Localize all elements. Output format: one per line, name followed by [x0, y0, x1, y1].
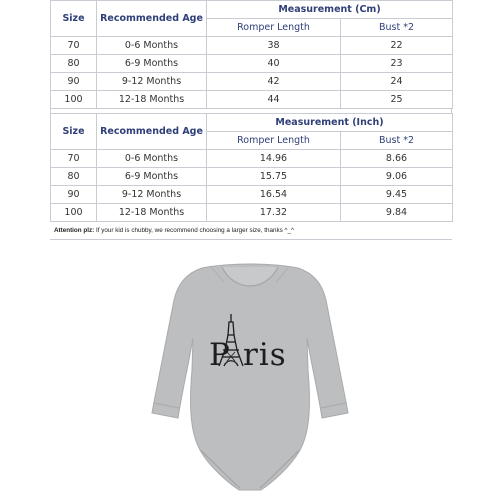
length-cell: 42: [207, 73, 341, 91]
table-row: [51, 37, 453, 55]
measurement-header: Measurement (Cm): [207, 1, 453, 19]
length-cell: 17.32: [207, 204, 341, 222]
length-cell: 38: [207, 37, 341, 55]
attention-label: Attention plz:: [54, 227, 95, 234]
size-table-inch: [50, 113, 453, 222]
age-cell: 12-18 Months: [97, 204, 207, 222]
bust-cell: 24: [341, 73, 453, 91]
table-row: [51, 73, 453, 91]
measurement-header: Measurement (Inch): [207, 114, 453, 132]
paris-print-text: P ris: [209, 337, 287, 373]
bust-cell: 9.84: [341, 204, 453, 222]
size-header: Size: [51, 114, 97, 150]
table-row: [51, 204, 453, 222]
table-row: [51, 186, 453, 204]
romper-body: [152, 264, 348, 490]
size-cell: 70: [51, 37, 97, 55]
attention-note: [50, 222, 452, 240]
size-chart: [50, 0, 452, 240]
romper-length-header: Romper Length: [207, 132, 341, 150]
length-cell: 14.96: [207, 150, 341, 168]
bust-header: Bust *2: [341, 19, 453, 37]
size-cell: 80: [51, 168, 97, 186]
table-row: [51, 55, 453, 73]
table-row: [51, 150, 453, 168]
length-cell: 40: [207, 55, 341, 73]
table-row: [51, 91, 453, 109]
bust-cell: 25: [341, 91, 453, 109]
romper-illustration: [110, 262, 390, 494]
size-cell: 80: [51, 55, 97, 73]
romper-length-header: Romper Length: [207, 19, 341, 37]
size-header: Size: [51, 1, 97, 37]
age-cell: 9-12 Months: [97, 186, 207, 204]
age-cell: 0-6 Months: [97, 37, 207, 55]
length-cell: 16.54: [207, 186, 341, 204]
bust-cell: 22: [341, 37, 453, 55]
bust-cell: 23: [341, 55, 453, 73]
age-cell: 6-9 Months: [97, 168, 207, 186]
size-cell: 100: [51, 204, 97, 222]
length-cell: 44: [207, 91, 341, 109]
size-cell: 70: [51, 150, 97, 168]
table-row: [51, 168, 453, 186]
age-cell: 9-12 Months: [97, 73, 207, 91]
bust-cell: 9.45: [341, 186, 453, 204]
size-cell: 100: [51, 91, 97, 109]
age-header: Recommended Age: [97, 114, 207, 150]
size-cell: 90: [51, 186, 97, 204]
age-cell: 6-9 Months: [97, 55, 207, 73]
age-header: Recommended Age: [97, 1, 207, 37]
length-cell: 15.75: [207, 168, 341, 186]
age-cell: 12-18 Months: [97, 91, 207, 109]
age-cell: 0-6 Months: [97, 150, 207, 168]
bust-header: Bust *2: [341, 132, 453, 150]
attention-text: If your kid is chubby, we recommend choosing a larger size, thanks ^_^: [94, 227, 294, 234]
table-header-row: [51, 114, 453, 132]
bust-cell: 8.66: [341, 150, 453, 168]
bust-cell: 9.06: [341, 168, 453, 186]
product-image: [110, 262, 390, 494]
size-table-cm: [50, 0, 453, 109]
table-header-row: [51, 1, 453, 19]
size-cell: 90: [51, 73, 97, 91]
